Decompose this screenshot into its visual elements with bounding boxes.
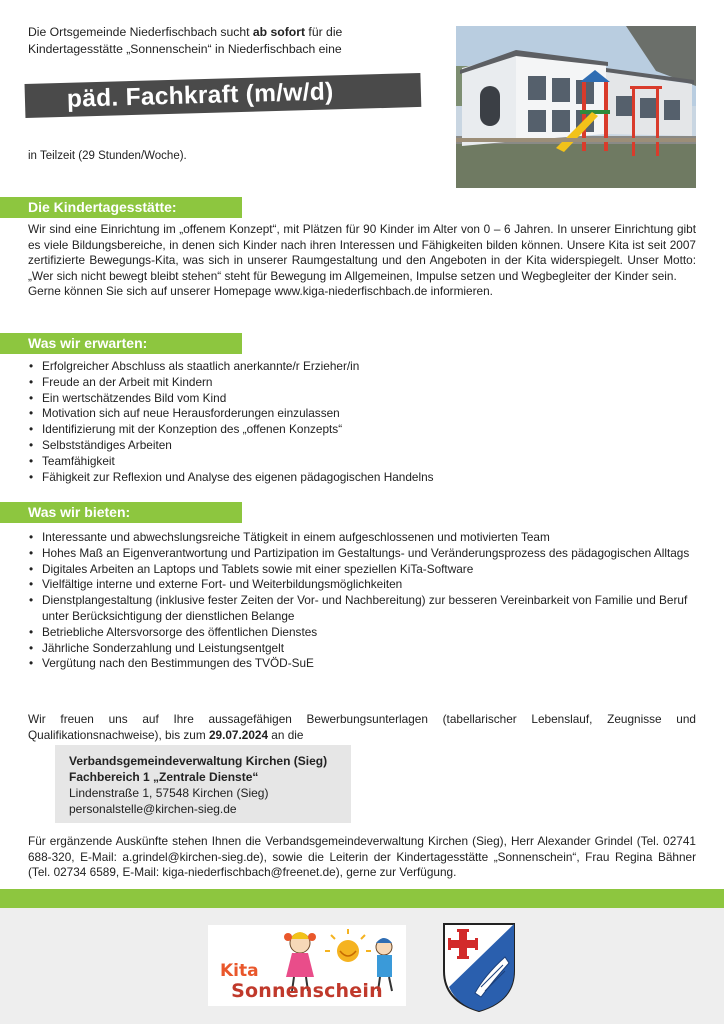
list-item: • Jährliche Sonderzahlung und Leistungsentgelt (28, 641, 696, 657)
address-line2: Fachbereich 1 „Zentrale Dienste“ (69, 770, 259, 784)
address-email: personalstelle@kirchen-sieg.de (69, 802, 237, 816)
intro-line1-post: für die (305, 25, 343, 39)
list-item: • Hohes Maß an Eigenverantwortung und Partizipation im Gestaltungs- und Veränderungsprozess des pädagogischen Alltags (28, 546, 696, 562)
job-title: päd. Fachkraft (m/w/d) (25, 73, 422, 118)
intro-text (28, 24, 428, 58)
list-item: • Teamfähigkeit (28, 454, 696, 470)
list-item: • Selbstständiges Arbeiten (28, 438, 696, 454)
list-item: • Vielfältige interne und externe Fort- und Weiterbildungsmöglichkeiten (28, 577, 696, 593)
list-item: • Fähigkeit zur Reflexion und Analyse des eigenen pädagogischen Handelns (28, 470, 696, 486)
section-heading-erwarten: Was wir erwarten: (0, 333, 242, 354)
list-item: • Digitales Arbeiten an Laptops und Tablets sowie mit einer speziellen KiTa-Software (28, 562, 696, 578)
list-item: • Freude an der Arbeit mit Kindern (28, 375, 696, 391)
part-time-note: in Teilzeit (29 Stunden/Woche). (28, 150, 187, 162)
contact-text: Für ergänzende Auskünfte stehen Ihnen die Verbandsgemeindeverwaltung Kirchen (Sieg), Herr Alexander Grindel (Tel. 02741 688-320, E-Mail: a.grindel@kirchen-sieg.de), sowie die Leiterin der Kindertagesstätte „Sonnenschein“, Frau Regina Bähner (Tel. 02734 6589, E-Mail: kiga-niederfischbach@freenet.de), gerne zur Verfügung. (28, 834, 696, 880)
bieten-list (28, 530, 696, 672)
section-heading-bieten: Was wir bieten: (0, 502, 242, 523)
logo-sonnenschein-word: Sonnenschein (231, 980, 383, 1002)
list-item: • Motivation sich auf neue Herausforderungen einzulassen (28, 406, 696, 422)
intro-line2: Kindertagesstätte „Sonnenschein“ in Niederfischbach eine (28, 42, 342, 56)
section-heading-kita: Die Kindertagesstätte: (0, 197, 242, 218)
green-divider (0, 889, 724, 908)
list-item: • Vergütung nach den Bestimmungen des TVÖD-SuE (28, 656, 696, 672)
intro-line1-bold: ab sofort (252, 25, 306, 39)
kita-sonnenschein-logo (208, 925, 406, 1006)
list-item: • Dienstplangestaltung (inklusive fester Zeiten der Vor- und Nachbereitung) zur besseren Vereinbarkeit von Familie und Beruf unter Berücksichtigung der dienstlichen Belange (28, 593, 696, 625)
logo-kita-word: Kita (220, 961, 259, 981)
list-item: • Identifizierung mit der Konzeption des „offenen Konzepts“ (28, 422, 696, 438)
address-box (55, 745, 351, 823)
kindergarten-photo (456, 26, 696, 188)
erwarten-list (28, 359, 696, 485)
closing-pre: Wir freuen uns auf Ihre aussagefähigen Bewerbungsunterlagen (tabellarischer Lebenslauf, Zeugnisse und Qualifikationsnachweise), bis zum (28, 712, 696, 742)
list-item: • Interessante und abwechslungsreiche Tätigkeit in einem aufgeschlossenen und motivierten Team (28, 530, 696, 546)
list-item: • Betriebliche Altersvorsorge des öffentlichen Dienstes (28, 625, 696, 641)
address-line3: Lindenstraße 1, 57548 Kirchen (Sieg) (69, 786, 269, 800)
coat-of-arms-icon (441, 921, 517, 1013)
closing-text (28, 712, 696, 743)
intro-line1-pre: Die Ortsgemeinde Niederfischbach sucht (28, 25, 253, 39)
kita-text: Wir sind eine Einrichtung im „offenem Konzept“, mit Plätzen für 90 Kinder im Alter von 0 – 6 Jahren. In unserer Einrichtung gibt es viele Bildungsbereiche, in denen sich Kinder nach ihren Interessen und Fähigkeiten bilden können. Unsere Kita ist seit 2007 zertifizierte Bewegungs-Kita, was sich in unserer Raumgestaltung und den Angeboten in der Kita widerspiegelt. Unser Motto: „Wer sich nicht bewegt bleibt stehen“ steht für Bewegung im Allgemeinen, Impulse setzen und Wegbegleiter der Kinder sein. (28, 222, 696, 283)
kita-description (28, 222, 696, 300)
closing-post: an die (268, 727, 304, 742)
kita-homepage: Gerne können Sie sich auf unserer Homepage www.kiga-niederfischbach.de informieren. (28, 284, 493, 299)
list-item: • Ein wertschätzendes Bild vom Kind (28, 391, 696, 407)
deadline-date: 29.07.2024 (208, 727, 269, 742)
list-item: • Erfolgreicher Abschluss als staatlich anerkannte/r Erzieher/in (28, 359, 696, 375)
address-line1: Verbandsgemeindeverwaltung Kirchen (Sieg) (69, 754, 328, 768)
